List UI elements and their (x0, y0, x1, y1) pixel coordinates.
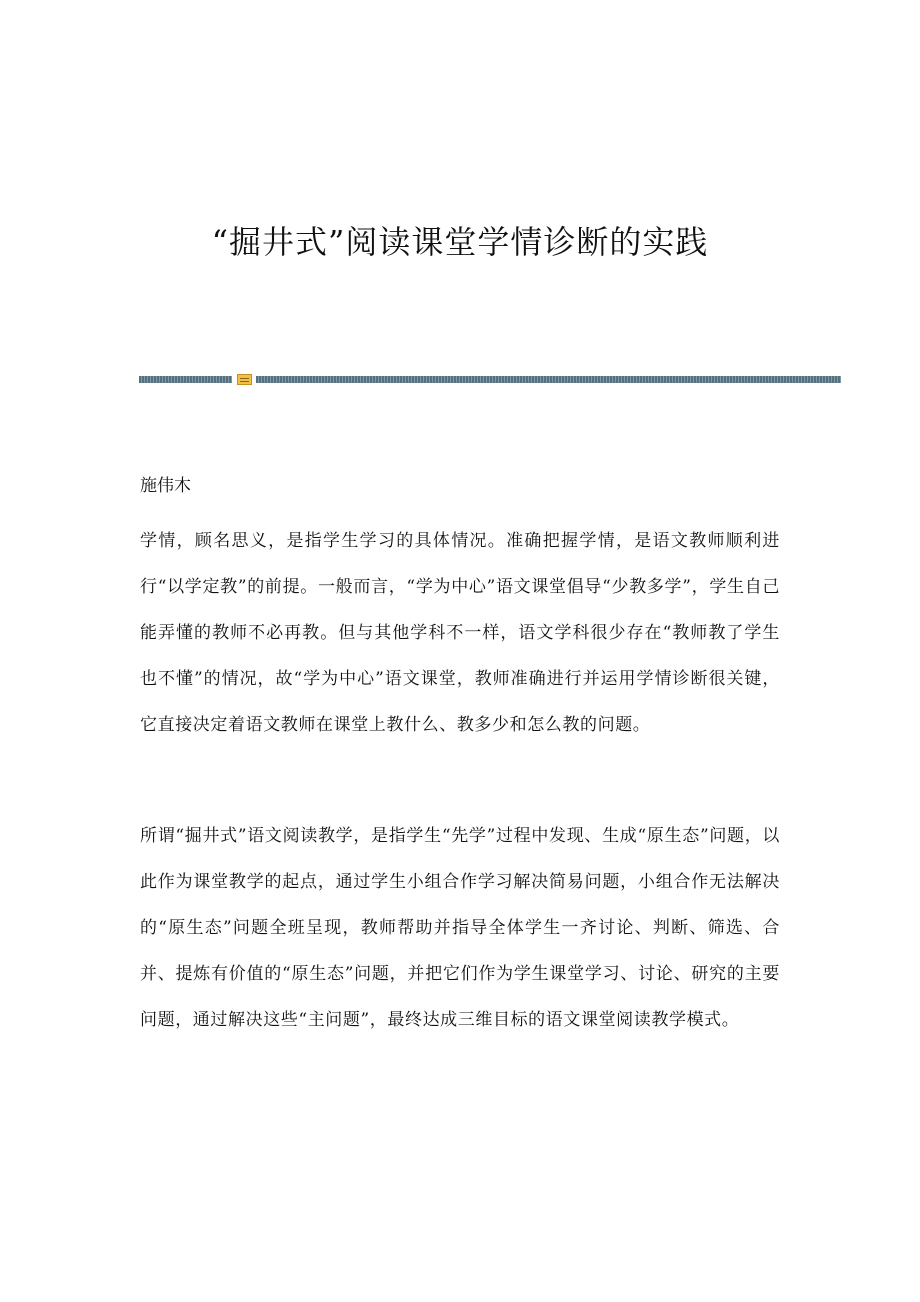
divider-bar-left (139, 376, 232, 383)
paragraph-1: 学情，顾名思义，是指学生学习的具体情况。准确把握学情，是语文教师顺利进行“以学定教”的前提。一般而言，“学为中心”语文课堂倡导“少教多学”，学生自己能弄懂的教师不必再教。但与其他学科不一样，语文学科很少存在“教师教了学生也不懂”的情况，故“学为中心”语文课堂，教师准确进行并运用学情诊断很关键，它直接决定着语文教师在课堂上教什么、教多少和怎么教的问题。 (140, 531, 780, 735)
paragraph-2: 所谓“掘井式”语文阅读教学，是指学生“先学”过程中发现、生成“原生态”问题，以此作为课堂教学的起点，通过学生小组合作学习解决简易问题，小组合作无法解决的“原生态”问题全班呈现，教师帮助并指导全体学生一齐讨论、判断、筛选、合并、提炼有价值的“原生态”问题，并把它们作为学生课堂学习、讨论、研究的主要问题，通过解决这些“主问题”，最终达成三维目标的语文课堂阅读教学模式。 (140, 826, 780, 1030)
author-name: 施伟木 (140, 476, 191, 496)
divider-ornament-icon (237, 374, 252, 385)
title-divider (139, 374, 841, 384)
divider-bar-right (256, 376, 841, 383)
document-title: “掘井式”阅读课堂学情诊断的实践 (211, 223, 709, 261)
